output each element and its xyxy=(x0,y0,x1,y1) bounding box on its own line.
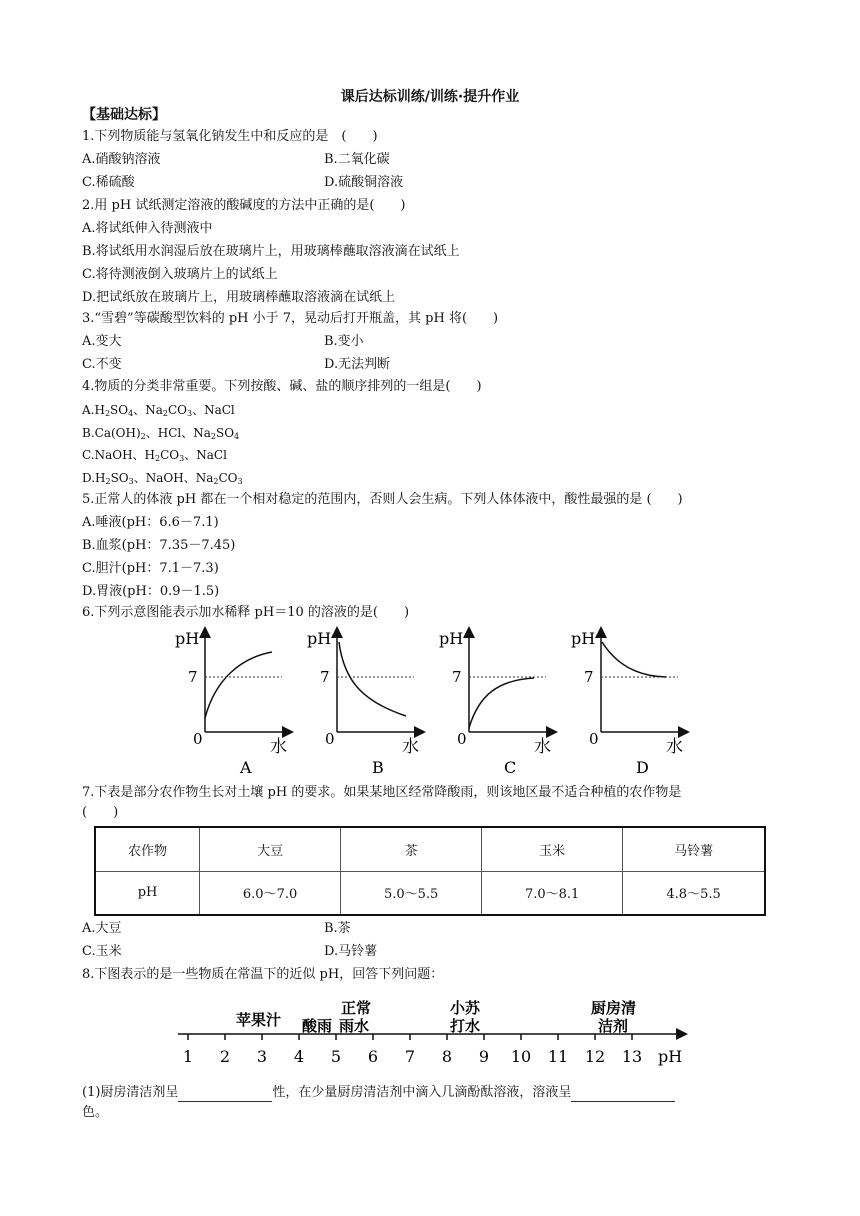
graph-b-seven: 7 xyxy=(320,668,330,686)
graph-c-origin: 0 xyxy=(457,730,467,748)
graph-b-label: B xyxy=(372,758,384,777)
graph-c-xlabel: 水 xyxy=(534,737,551,757)
graph-c-label: C xyxy=(504,758,517,777)
q3-option-b: B.变小 xyxy=(324,334,364,349)
q8-stem: 8.下图表示的是一些物质在常温下的近似 pH，回答下列问题： xyxy=(82,967,444,982)
crop-ph-table xyxy=(94,826,766,916)
ph-tick-label: 7 xyxy=(404,1047,416,1066)
q5-option-d: D.胃液(pH：0.9－1.5) xyxy=(82,584,220,599)
graph-d-ylabel: pH xyxy=(571,629,596,648)
table-cell: 4.8～5.5 xyxy=(623,871,765,915)
graph-d-xlabel: 水 xyxy=(666,737,683,757)
graph-c-seven: 7 xyxy=(452,668,462,686)
table-cell: 马铃薯 xyxy=(623,827,765,871)
q4-option-c: C.NaOH、$H_2CO_3$、NaCl xyxy=(82,448,227,463)
section-heading: 【基础达标】 xyxy=(82,107,166,123)
graph-a-seven: 7 xyxy=(188,668,198,686)
q6-graphs xyxy=(170,624,710,780)
q1-option-a: A.硝酸钠溶液 xyxy=(82,152,161,167)
graph-d xyxy=(571,629,684,777)
table-cell: 7.0～8.1 xyxy=(482,871,623,915)
ph-ticks xyxy=(183,1034,642,1066)
q3-option-c: C.不变 xyxy=(82,357,122,372)
q1-option-d: D.硫酸铜溶液 xyxy=(324,175,404,190)
q7-option-d: D.马铃薯 xyxy=(324,944,378,959)
answer-blank-2[interactable] xyxy=(571,1087,675,1102)
q5-stem: 5.正常人的体液 pH 都在一个相对稳定的范围内，否则人会生病。下列人体体液中，酸性最强的是 ( ) xyxy=(82,492,683,507)
ph-tick-label: 6 xyxy=(367,1047,379,1066)
ph-tick-label: 9 xyxy=(478,1047,490,1066)
page-title: 课后达标训练/训练·提升作业 xyxy=(340,89,520,105)
ph-tick-label: 13 xyxy=(621,1047,643,1066)
q5-option-c: C.胆汁(pH：7.1－7.3) xyxy=(82,561,219,576)
table-cell: 茶 xyxy=(341,827,482,871)
graph-c xyxy=(439,629,552,777)
ph-item-labels xyxy=(236,999,636,1035)
graph-b-xlabel: 水 xyxy=(402,737,419,757)
q8-sub1-cont: 色。 xyxy=(82,1105,109,1120)
graph-a-xlabel: 水 xyxy=(270,737,287,757)
label-kitchen-cleaner-line1: 厨房清 xyxy=(591,999,637,1017)
q7-stem: 7.下表是部分农作物生长对土壤 pH 的要求。如果某地区经常降酸雨，则该地区最不适合种植的农作物是 xyxy=(82,785,682,800)
label-baking-soda-line1: 小苏 xyxy=(450,999,481,1017)
q2-option-a: A.将试纸伸入待测液中 xyxy=(82,221,213,236)
ph-tick-label: 11 xyxy=(547,1047,569,1066)
ph-tick-label: 5 xyxy=(330,1047,342,1066)
table-cell: 玉米 xyxy=(482,827,623,871)
q4-option-a: $A.H_2SO_4$、$Na_2CO_3$、NaCl xyxy=(82,403,235,418)
graph-a-origin: 0 xyxy=(193,730,203,748)
graph-d-label: D xyxy=(636,758,649,777)
table-header-row xyxy=(95,827,765,871)
q1-option-b: B.二氧化碳 xyxy=(324,152,390,167)
q2-option-c: C.将待测液倒入玻璃片上的试纸上 xyxy=(82,267,278,282)
ph-tick-label: 8 xyxy=(441,1047,453,1066)
q1-option-c: C.稀硫酸 xyxy=(82,175,135,190)
q3-option-a: A.变大 xyxy=(82,334,122,349)
q4-option-d: $D.H_2SO_3$、NaOH、$Na_2CO_3$ xyxy=(82,471,243,486)
graph-a xyxy=(175,629,288,777)
label-normal-rain-line1: 正常 xyxy=(341,999,372,1017)
label-apple-juice: 苹果汁 xyxy=(236,1011,282,1029)
ph-scale-figure xyxy=(170,990,710,1068)
q7-option-c: C.玉米 xyxy=(82,944,122,959)
graph-a-label: A xyxy=(240,758,252,777)
q6-stem: 6.下列示意图能表示加水稀释 pH＝10 的溶液的是( ) xyxy=(82,605,410,620)
q7-stem-cont: ( ) xyxy=(82,805,119,820)
q2-option-d: D.把试纸放在玻璃片上，用玻璃棒蘸取溶液滴在试纸上 xyxy=(82,290,396,305)
graph-a-ylabel: pH xyxy=(175,629,200,648)
q2-option-b: B.将试纸用水润湿后放在玻璃片上，用玻璃棒蘸取溶液滴在试纸上 xyxy=(82,244,460,259)
graph-d-origin: 0 xyxy=(589,730,599,748)
q7-option-b: B.茶 xyxy=(324,921,351,936)
q5-option-a: A.唾液(pH：6.6－7.1) xyxy=(82,515,219,530)
ph-tick-label: 3 xyxy=(256,1047,268,1066)
label-acid-rain: 酸雨 xyxy=(302,1017,333,1035)
label-normal-rain-line2: 雨水 xyxy=(339,1017,370,1035)
ph-tick-label: 10 xyxy=(510,1047,532,1066)
q5-option-b: B.血浆(pH：7.35－7.45) xyxy=(82,538,236,553)
label-kitchen-cleaner-line2: 洁剂 xyxy=(598,1017,629,1035)
graph-d-seven: 7 xyxy=(584,668,594,686)
graph-b-ylabel: pH xyxy=(307,629,332,648)
label-baking-soda-line2: 打水 xyxy=(450,1017,481,1035)
table-cell: pH xyxy=(95,871,200,915)
table-cell: 大豆 xyxy=(200,827,341,871)
ph-tick-label: 4 xyxy=(293,1047,305,1066)
q4-option-b: $B.Ca(OH)_2$、HCl、$Na_2SO_4$ xyxy=(82,426,240,441)
ph-unit: pH xyxy=(658,1047,683,1066)
table-cell: 6.0～7.0 xyxy=(200,871,341,915)
table-cell: 农作物 xyxy=(95,827,200,871)
ph-tick-label: 12 xyxy=(584,1047,606,1066)
graph-b-origin: 0 xyxy=(325,730,335,748)
answer-blank-1[interactable] xyxy=(178,1087,272,1102)
q7-option-a: A.大豆 xyxy=(82,921,122,936)
graph-b xyxy=(307,629,420,777)
q4-stem: 4.物质的分类非常重要。下列按酸、碱、盐的顺序排列的一组是( ) xyxy=(82,379,482,394)
table-cell: 5.0～5.5 xyxy=(341,871,482,915)
ph-tick-label: 1 xyxy=(182,1047,194,1066)
q1-stem: 1.下列物质能与氢氧化钠发生中和反应的是 ( ) xyxy=(82,129,378,144)
graph-c-ylabel: pH xyxy=(439,629,464,648)
q2-stem: 2.用 pH 试纸测定溶液的酸碱度的方法中正确的是( ) xyxy=(82,198,406,213)
q8-sub1: (1)厨房清洁剂呈 性，在少量厨房清洁剂中滴入几滴酚酞溶液，溶液呈 xyxy=(82,1084,675,1102)
q3-stem: 3.“雪碧”等碳酸型饮料的 pH 小于 7，晃动后打开瓶盖，其 pH 将( ) xyxy=(82,311,499,326)
q3-option-d: D.无法判断 xyxy=(324,357,391,372)
ph-tick-label: 2 xyxy=(219,1047,231,1066)
table-row xyxy=(95,871,765,915)
